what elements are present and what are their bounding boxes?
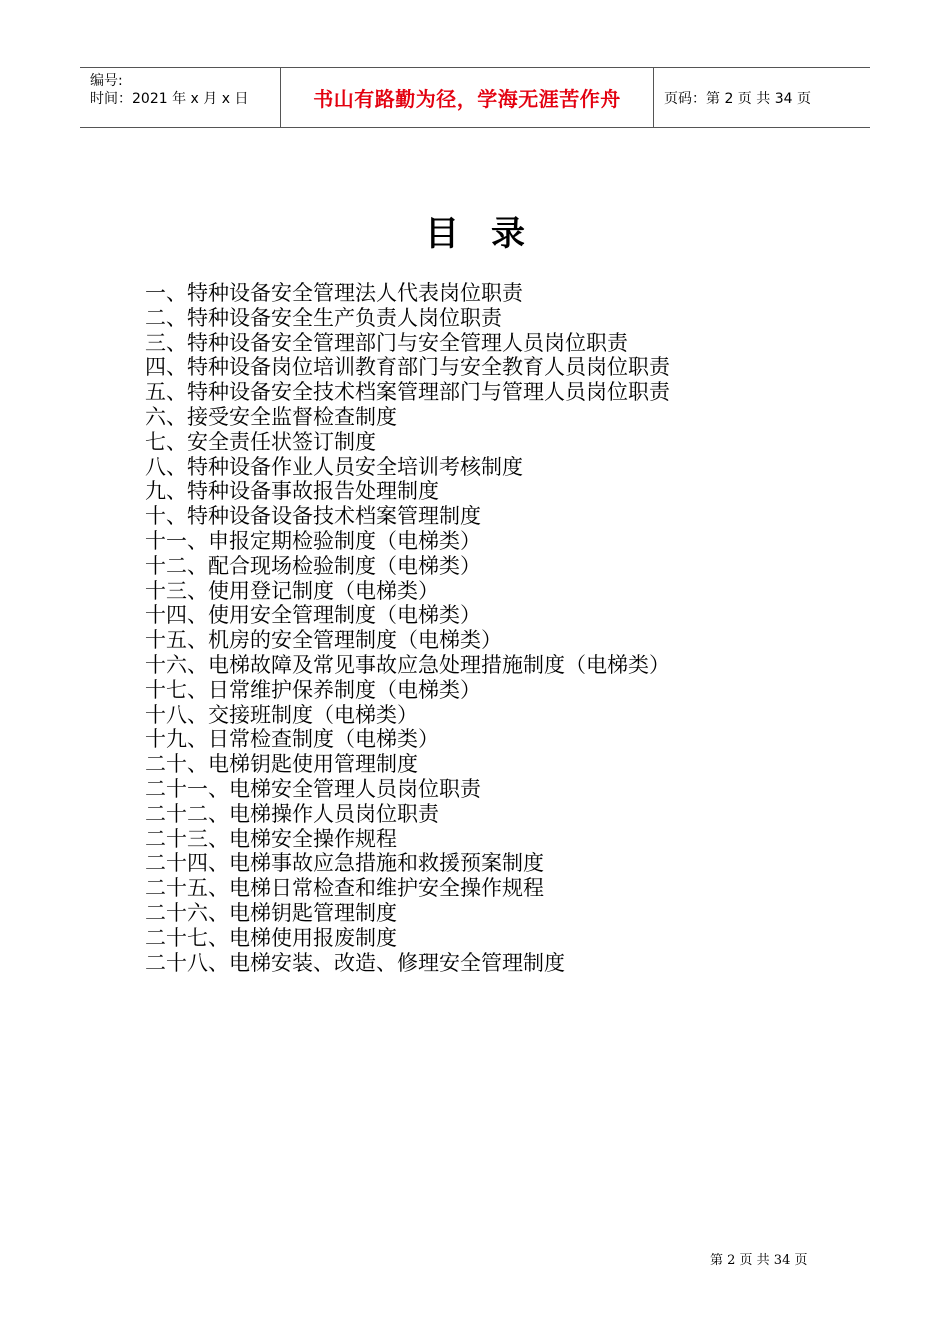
toc-item: 十二、配合现场检验制度（电梯类） (145, 553, 481, 578)
header-page-info: 页码：第 2 页 共 34 页 (664, 90, 811, 107)
toc-item: 十一、申报定期检验制度（电梯类） (145, 528, 481, 553)
toc-item: 十三、使用登记制度（电梯类） (145, 578, 439, 603)
toc-item: 四、特种设备岗位培训教育部门与安全教育人员岗位职责 (145, 355, 670, 380)
toc-item: 五、特种设备安全技术档案管理部门与管理人员岗位职责 (145, 380, 670, 405)
header-meta (80, 68, 281, 127)
toc-item: 二十一、电梯安全管理人员岗位职责 (145, 776, 481, 801)
toc-item: 二十二、电梯操作人员岗位职责 (145, 801, 439, 826)
toc-item: 八、特种设备作业人员安全培训考核制度 (145, 454, 523, 479)
page-header (80, 67, 870, 128)
toc-item: 十四、使用安全管理制度（电梯类） (145, 603, 481, 628)
toc-item: 六、接受安全监督检查制度 (145, 404, 397, 429)
table-of-contents (145, 281, 670, 975)
toc-item: 七、安全责任状签订制度 (145, 429, 376, 454)
toc-item: 十七、日常维护保养制度（电梯类） (145, 677, 481, 702)
document-time: 时间：2021 年 x 月 x 日 (90, 91, 249, 107)
toc-item: 十、特种设备设备技术档案管理制度 (145, 504, 481, 529)
toc-item: 二十八、电梯安装、改造、修理安全管理制度 (145, 950, 565, 975)
document-number-label: 编号: (90, 73, 123, 89)
toc-item: 十五、机房的安全管理制度（电梯类） (145, 628, 502, 653)
toc-item: 二十七、电梯使用报废制度 (145, 925, 397, 950)
toc-item: 九、特种设备事故报告处理制度 (145, 479, 439, 504)
toc-item: 十八、交接班制度（电梯类） (145, 702, 418, 727)
toc-item: 三、特种设备安全管理部门与安全管理人员岗位职责 (145, 330, 628, 355)
toc-item: 二十六、电梯钥匙管理制度 (145, 900, 397, 925)
toc-item: 十六、电梯故障及常见事故应急处理措施制度（电梯类） (145, 652, 670, 677)
header-motto: 书山有路勤为径，学海无涯苦作舟 (281, 68, 654, 127)
toc-item: 二十、电梯钥匙使用管理制度 (145, 752, 418, 777)
toc-item: 二、特种设备安全生产负责人岗位职责 (145, 305, 502, 330)
toc-item: 二十五、电梯日常检查和维护安全操作规程 (145, 876, 544, 901)
toc-item: 一、特种设备安全管理法人代表岗位职责 (145, 281, 523, 305)
page-footer: 第 2 页 共 34 页 (710, 1253, 808, 1268)
toc-item: 十九、日常检查制度（电梯类） (145, 727, 439, 752)
toc-item: 二十四、电梯事故应急措施和救援预案制度 (145, 851, 544, 876)
page-title: 目录 (425, 214, 557, 254)
toc-item: 二十三、电梯安全操作规程 (145, 826, 397, 851)
